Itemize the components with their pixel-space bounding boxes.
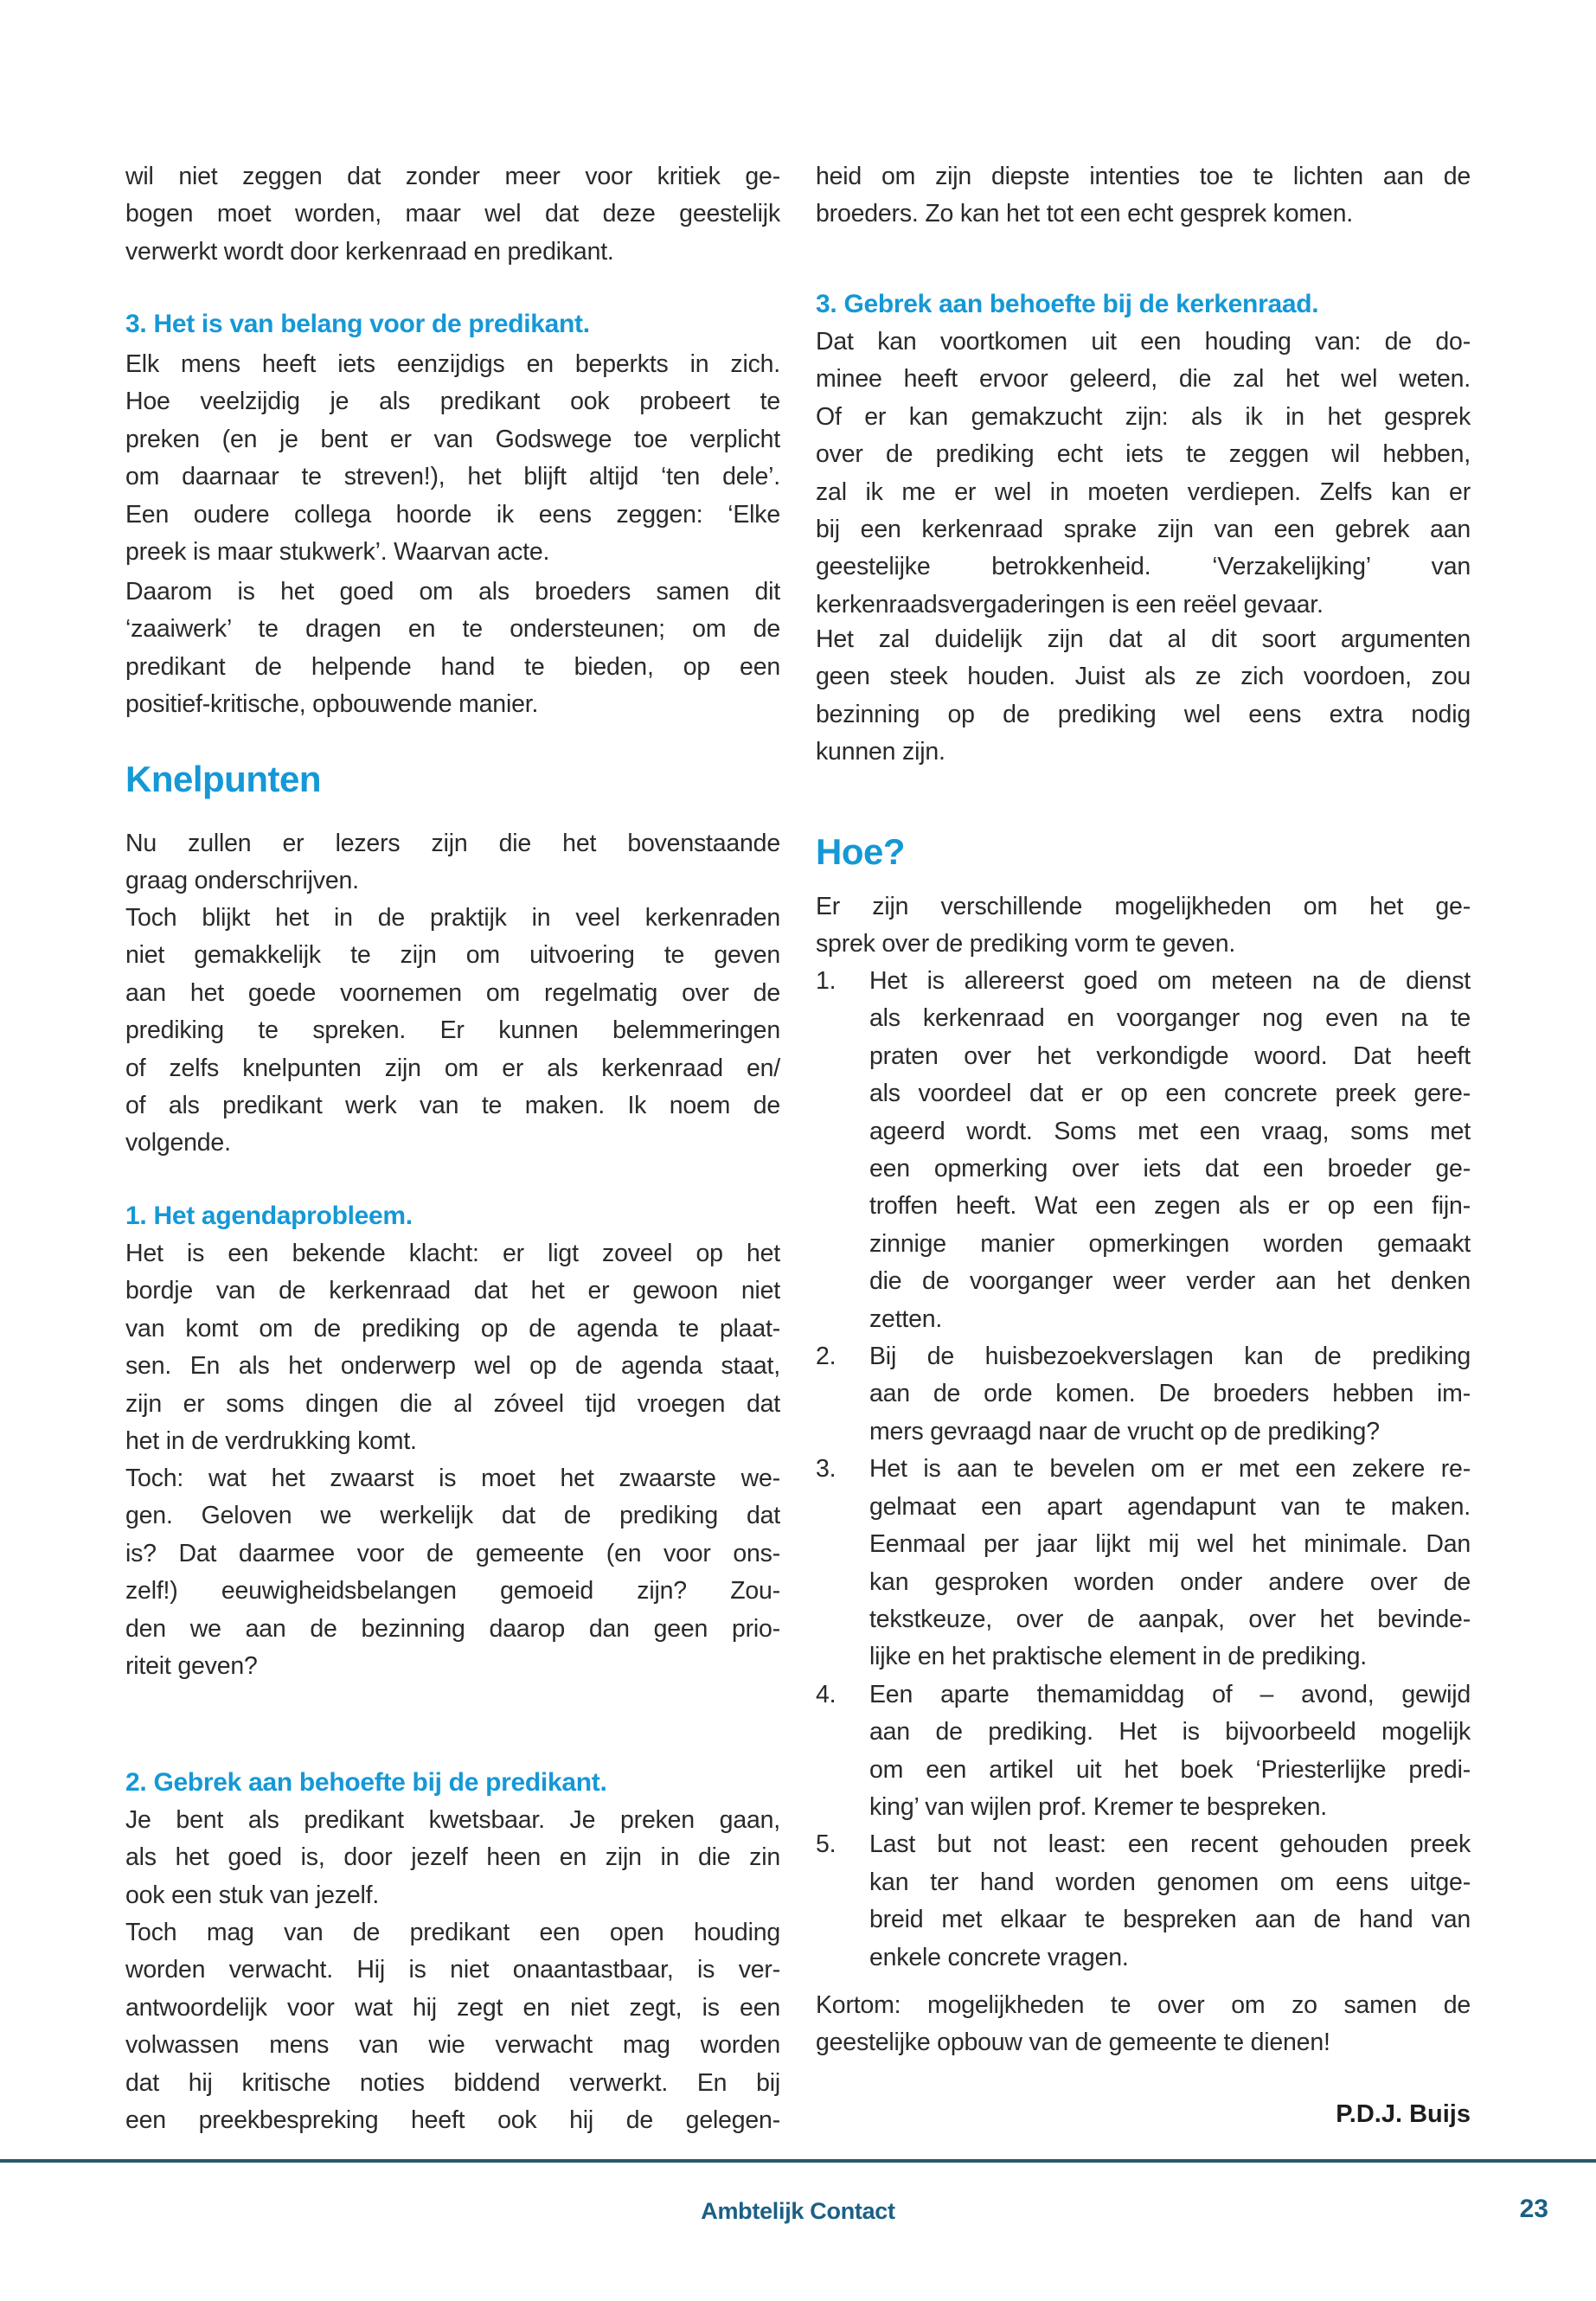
- text-line: preken (en je bent er van Godswege toe verplicht: [125, 425, 780, 453]
- text-line: volgende.: [125, 1129, 231, 1157]
- text-line: om een artikel uit het boek ‘Priesterlijke predi-: [869, 1755, 1471, 1784]
- text-line: zetten.: [869, 1304, 943, 1333]
- text-line: Bij de huisbezoekverslagen kan de prediking: [869, 1343, 1471, 1371]
- text-line: geestelijke opbouw van de gemeente te dienen!: [816, 2029, 1330, 2057]
- text-line: een preekbespreking heeft ook hij de gelegen-: [125, 2106, 780, 2135]
- text-line: bordje van de kerkenraad dat het er gewoon niet: [125, 1277, 780, 1305]
- text-line: dat hij kritische noties biddend verwerkt. En bij: [125, 2068, 780, 2097]
- heading-knelpunten: Knelpunten: [125, 759, 321, 799]
- text-line: Er zijn verschillende mogelijkheden om het ge-: [816, 893, 1471, 920]
- text-line: Het is een bekende klacht: er ligt zoveel op het: [125, 1240, 780, 1267]
- paragraph-toch-mag: [125, 1914, 780, 2139]
- text-line: prediking te spreken. Er kunnen belemmeringen: [125, 1016, 780, 1045]
- text-line: positief-kritische, opbouwende manier.: [125, 690, 539, 719]
- text-line: is? Dat daarmee voor de gemeente (en voor ons-: [125, 1539, 780, 1567]
- text-line: als kerkenraad en voorganger nog even na te: [869, 1004, 1471, 1033]
- author-name: P.D.J. Buijs: [1336, 2100, 1471, 2128]
- text-line: Toch blijkt het in de praktijk in veel kerkenraden: [125, 904, 780, 932]
- text-line: van komt om de prediking op de agenda te plaat-: [125, 1314, 780, 1343]
- text-line: gen. Geloven we werkelijk dat de prediking dat: [125, 1502, 780, 1530]
- text-line: geen steek houden. Juist als ze zich voordoen, zou: [816, 663, 1471, 691]
- text-line: mers gevraagd naar de vrucht op de prediking?: [869, 1417, 1380, 1445]
- paragraph-het-zal: [816, 621, 1471, 772]
- text-line: Het zal duidelijk zijn dat al dit soort argumenten: [816, 625, 1471, 653]
- text-line: aan de prediking. Het is bijvoorbeeld mogelijk: [869, 1718, 1471, 1747]
- text-line: kerkenraadsvergaderingen is een reëel gevaar.: [816, 590, 1324, 619]
- text-line: kan gesproken worden onder andere over de: [869, 1567, 1471, 1596]
- text-line: zelf!) eeuwigheidsbelangen gemoeid zijn? Zou-: [125, 1577, 780, 1606]
- text-line: Elk mens heeft iets eenzijdigs en beperkts in zich.: [125, 350, 780, 378]
- text-line: tekstkeuze, over de aanpak, over het bevinde-: [869, 1605, 1471, 1633]
- list-item-body: [869, 1451, 1471, 1676]
- paragraph-intro-continued: [125, 158, 780, 271]
- text-line: om daarnaar te streven!), het blijft altijd ‘ten dele’.: [125, 463, 780, 491]
- text-line: Toch mag van de predikant een open houding: [125, 1919, 780, 1946]
- text-line: predikant de helpende hand te bieden, op een: [125, 652, 780, 681]
- text-line: ook een stuk van jezelf.: [125, 1881, 380, 1909]
- text-line: bezinning op de prediking wel eens extra nodig: [816, 700, 1471, 728]
- text-line: heid om zijn diepste intenties toe te lichten aan de: [816, 163, 1471, 190]
- paragraph-elk-mens: [125, 346, 780, 571]
- text-line: zinnige manier opmerkingen worden gemaakt: [869, 1229, 1471, 1258]
- text-line: Een oudere collega hoorde ik eens zeggen: ‘Elke: [125, 500, 780, 529]
- list-item-body: [869, 1826, 1471, 1977]
- text-line: Een aparte themamiddag of – avond, gewijd: [869, 1680, 1471, 1708]
- list-item-number: 2.: [816, 1343, 836, 1371]
- text-line: niet gemakkelijk te zijn om uitvoering te geven: [125, 941, 780, 970]
- heading-gebrek-predikant: 2. Gebrek aan behoefte bij de predikant.: [125, 1768, 607, 1797]
- text-line: die de voorganger weer verder aan het denken: [869, 1267, 1471, 1296]
- text-line: Het is aan te bevelen om er met een zekere re-: [869, 1455, 1471, 1484]
- list-item: [816, 1338, 1471, 1451]
- text-line: sen. En als het onderwerp wel op de agenda staat,: [125, 1352, 780, 1381]
- text-line: Kortom: mogelijkheden te over om zo samen de: [816, 1991, 1471, 2019]
- text-line: als voordeel dat er op een concrete preek gere-: [869, 1080, 1471, 1108]
- paragraph-bekende-klacht: [125, 1235, 780, 1460]
- heading-agendaprobleem: 1. Het agendaprobleem.: [125, 1202, 413, 1230]
- text-line: een opmerking over iets dat een broeder ge-: [869, 1155, 1471, 1183]
- text-line: bij een kerkenraad sprake zijn van een gebrek aan: [816, 516, 1471, 544]
- text-line: als het goed is, door jezelf heen en zijn in die zin: [125, 1843, 780, 1872]
- text-line: gelmaat een apart agendapunt van te maken.: [869, 1492, 1471, 1521]
- heading-gebrek-kerkenraad: 3. Gebrek aan behoefte bij de kerkenraad.: [816, 290, 1319, 318]
- text-line: antwoordelijk voor wat hij zegt en niet zegt, is een: [125, 1993, 780, 2022]
- paragraph-nu-zullen: [125, 825, 780, 901]
- paragraph-daarom: [125, 574, 780, 724]
- paragraph-kortom: [816, 1987, 1471, 2062]
- list-item-number: 1.: [816, 967, 836, 995]
- text-line: Nu zullen er lezers zijn die het bovenstaande: [125, 830, 780, 857]
- text-line: preek is maar stukwerk’. Waarvan acte.: [125, 538, 550, 567]
- footer-rule: [0, 2159, 1596, 2163]
- text-line: zijn er soms dingen die al zóveel tijd vroegen dat: [125, 1389, 780, 1418]
- list-item: [816, 1826, 1471, 1977]
- text-line: Daarom is het goed om als broeders samen dit: [125, 578, 780, 606]
- list-item: [816, 1451, 1471, 1676]
- paragraph-toch-blijkt: [125, 900, 780, 1163]
- text-line: sprek over de prediking vorm te geven.: [816, 930, 1236, 958]
- paragraph-toch-wat: [125, 1460, 780, 1685]
- text-line: worden verwacht. Hij is niet onaantastbaar, is ver-: [125, 1956, 780, 1984]
- text-line: kan ter hand worden genomen om eens uitge-: [869, 1868, 1471, 1896]
- text-line: kunnen zijn.: [816, 738, 945, 766]
- text-line: zal ik me er wel in moeten verdiepen. Zelfs kan er: [816, 478, 1471, 506]
- list-item: [816, 963, 1471, 1338]
- text-line: verwerkt wordt door kerkenraad en predikant.: [125, 237, 614, 266]
- footer-page-number: 23: [1519, 2195, 1548, 2223]
- numbered-list-mogelijkheden: [816, 963, 1471, 1977]
- text-line: Toch: wat het zwaarst is moet het zwaarste we-: [125, 1465, 780, 1492]
- text-line: Dat kan voortkomen uit een houding van: de do-: [816, 328, 1471, 356]
- text-line: Last but not least: een recent gehouden preek: [869, 1830, 1471, 1859]
- text-line: breid met elkaar te bespreken aan de hand van: [869, 1906, 1471, 1934]
- text-line: den we aan de bezinning daarop dan geen prio-: [125, 1614, 780, 1643]
- text-line: ageerd wordt. Soms met een vraag, soms met: [869, 1117, 1471, 1145]
- text-line: riteit geven?: [125, 1652, 258, 1681]
- text-line: het in de verdrukking komt.: [125, 1427, 417, 1456]
- text-line: broeders. Zo kan het tot een echt gesprek komen.: [816, 200, 1353, 228]
- heading-hoe: Hoe?: [816, 831, 905, 872]
- text-line: volwassen mens van wie verwacht mag worden: [125, 2031, 780, 2060]
- text-line: Eenmaal per jaar lijkt mij wel het minimale. Dan: [869, 1530, 1471, 1559]
- text-line: praten over het verkondigde woord. Dat heeft: [869, 1042, 1471, 1070]
- text-line: geestelijke betrokkenheid. ‘Verzakelijking’ van: [816, 553, 1471, 581]
- footer-magazine-title: Ambtelijk Contact: [701, 2198, 895, 2224]
- paragraph-heid-om: [816, 158, 1471, 234]
- text-line: enkele concrete vragen.: [869, 1943, 1129, 1971]
- list-item-number: 4.: [816, 1680, 836, 1708]
- list-item-body: [869, 1338, 1471, 1451]
- heading-belang-predikant: 3. Het is van belang voor de predikant.: [125, 310, 590, 338]
- text-line: king’ van wijlen prof. Kremer te bespreken.: [869, 1792, 1327, 1821]
- paragraph-er-zijn: [816, 888, 1471, 964]
- text-line: lijke en het praktische element in de prediking.: [869, 1643, 1367, 1671]
- paragraph-dat-kan: [816, 324, 1471, 624]
- text-line: Hoe veelzijdig je als predikant ook probeert te: [125, 388, 780, 416]
- list-item: [816, 1676, 1471, 1827]
- text-line: graag onderschrijven.: [125, 867, 359, 895]
- list-item-body: [869, 963, 1471, 1338]
- text-line: minee heeft ervoor geleerd, die zal het wel weten.: [816, 365, 1471, 394]
- list-item-number: 5.: [816, 1830, 836, 1859]
- text-line: wil niet zeggen dat zonder meer voor kritiek ge-: [125, 163, 780, 190]
- text-line: troffen heeft. Wat een zegen als er op een fijn-: [869, 1192, 1471, 1221]
- text-line: Je bent als predikant kwetsbaar. Je preken gaan,: [125, 1806, 780, 1834]
- text-line: bogen moet worden, maar wel dat deze geestelijk: [125, 200, 780, 228]
- list-item-body: [869, 1676, 1471, 1827]
- text-line: of als predikant werk van te maken. Ik noem de: [125, 1092, 780, 1120]
- paragraph-je-bent: [125, 1802, 780, 1914]
- text-line: of zelfs knelpunten zijn om er als kerkenraad en/: [125, 1054, 780, 1082]
- text-line: ‘zaaiwerk’ te dragen en te ondersteunen; om de: [125, 615, 780, 644]
- text-line: Of er kan gemakzucht zijn: als ik in het gesprek: [816, 402, 1471, 431]
- text-line: over de prediking echt iets te zeggen wil hebben,: [816, 440, 1471, 469]
- text-line: aan de orde komen. De broeders hebben im-: [869, 1380, 1471, 1408]
- text-line: Het is allereerst goed om meteen na de dienst: [869, 967, 1471, 995]
- list-item-number: 3.: [816, 1455, 836, 1484]
- text-line: aan het goede voornemen om regelmatig over de: [125, 978, 780, 1007]
